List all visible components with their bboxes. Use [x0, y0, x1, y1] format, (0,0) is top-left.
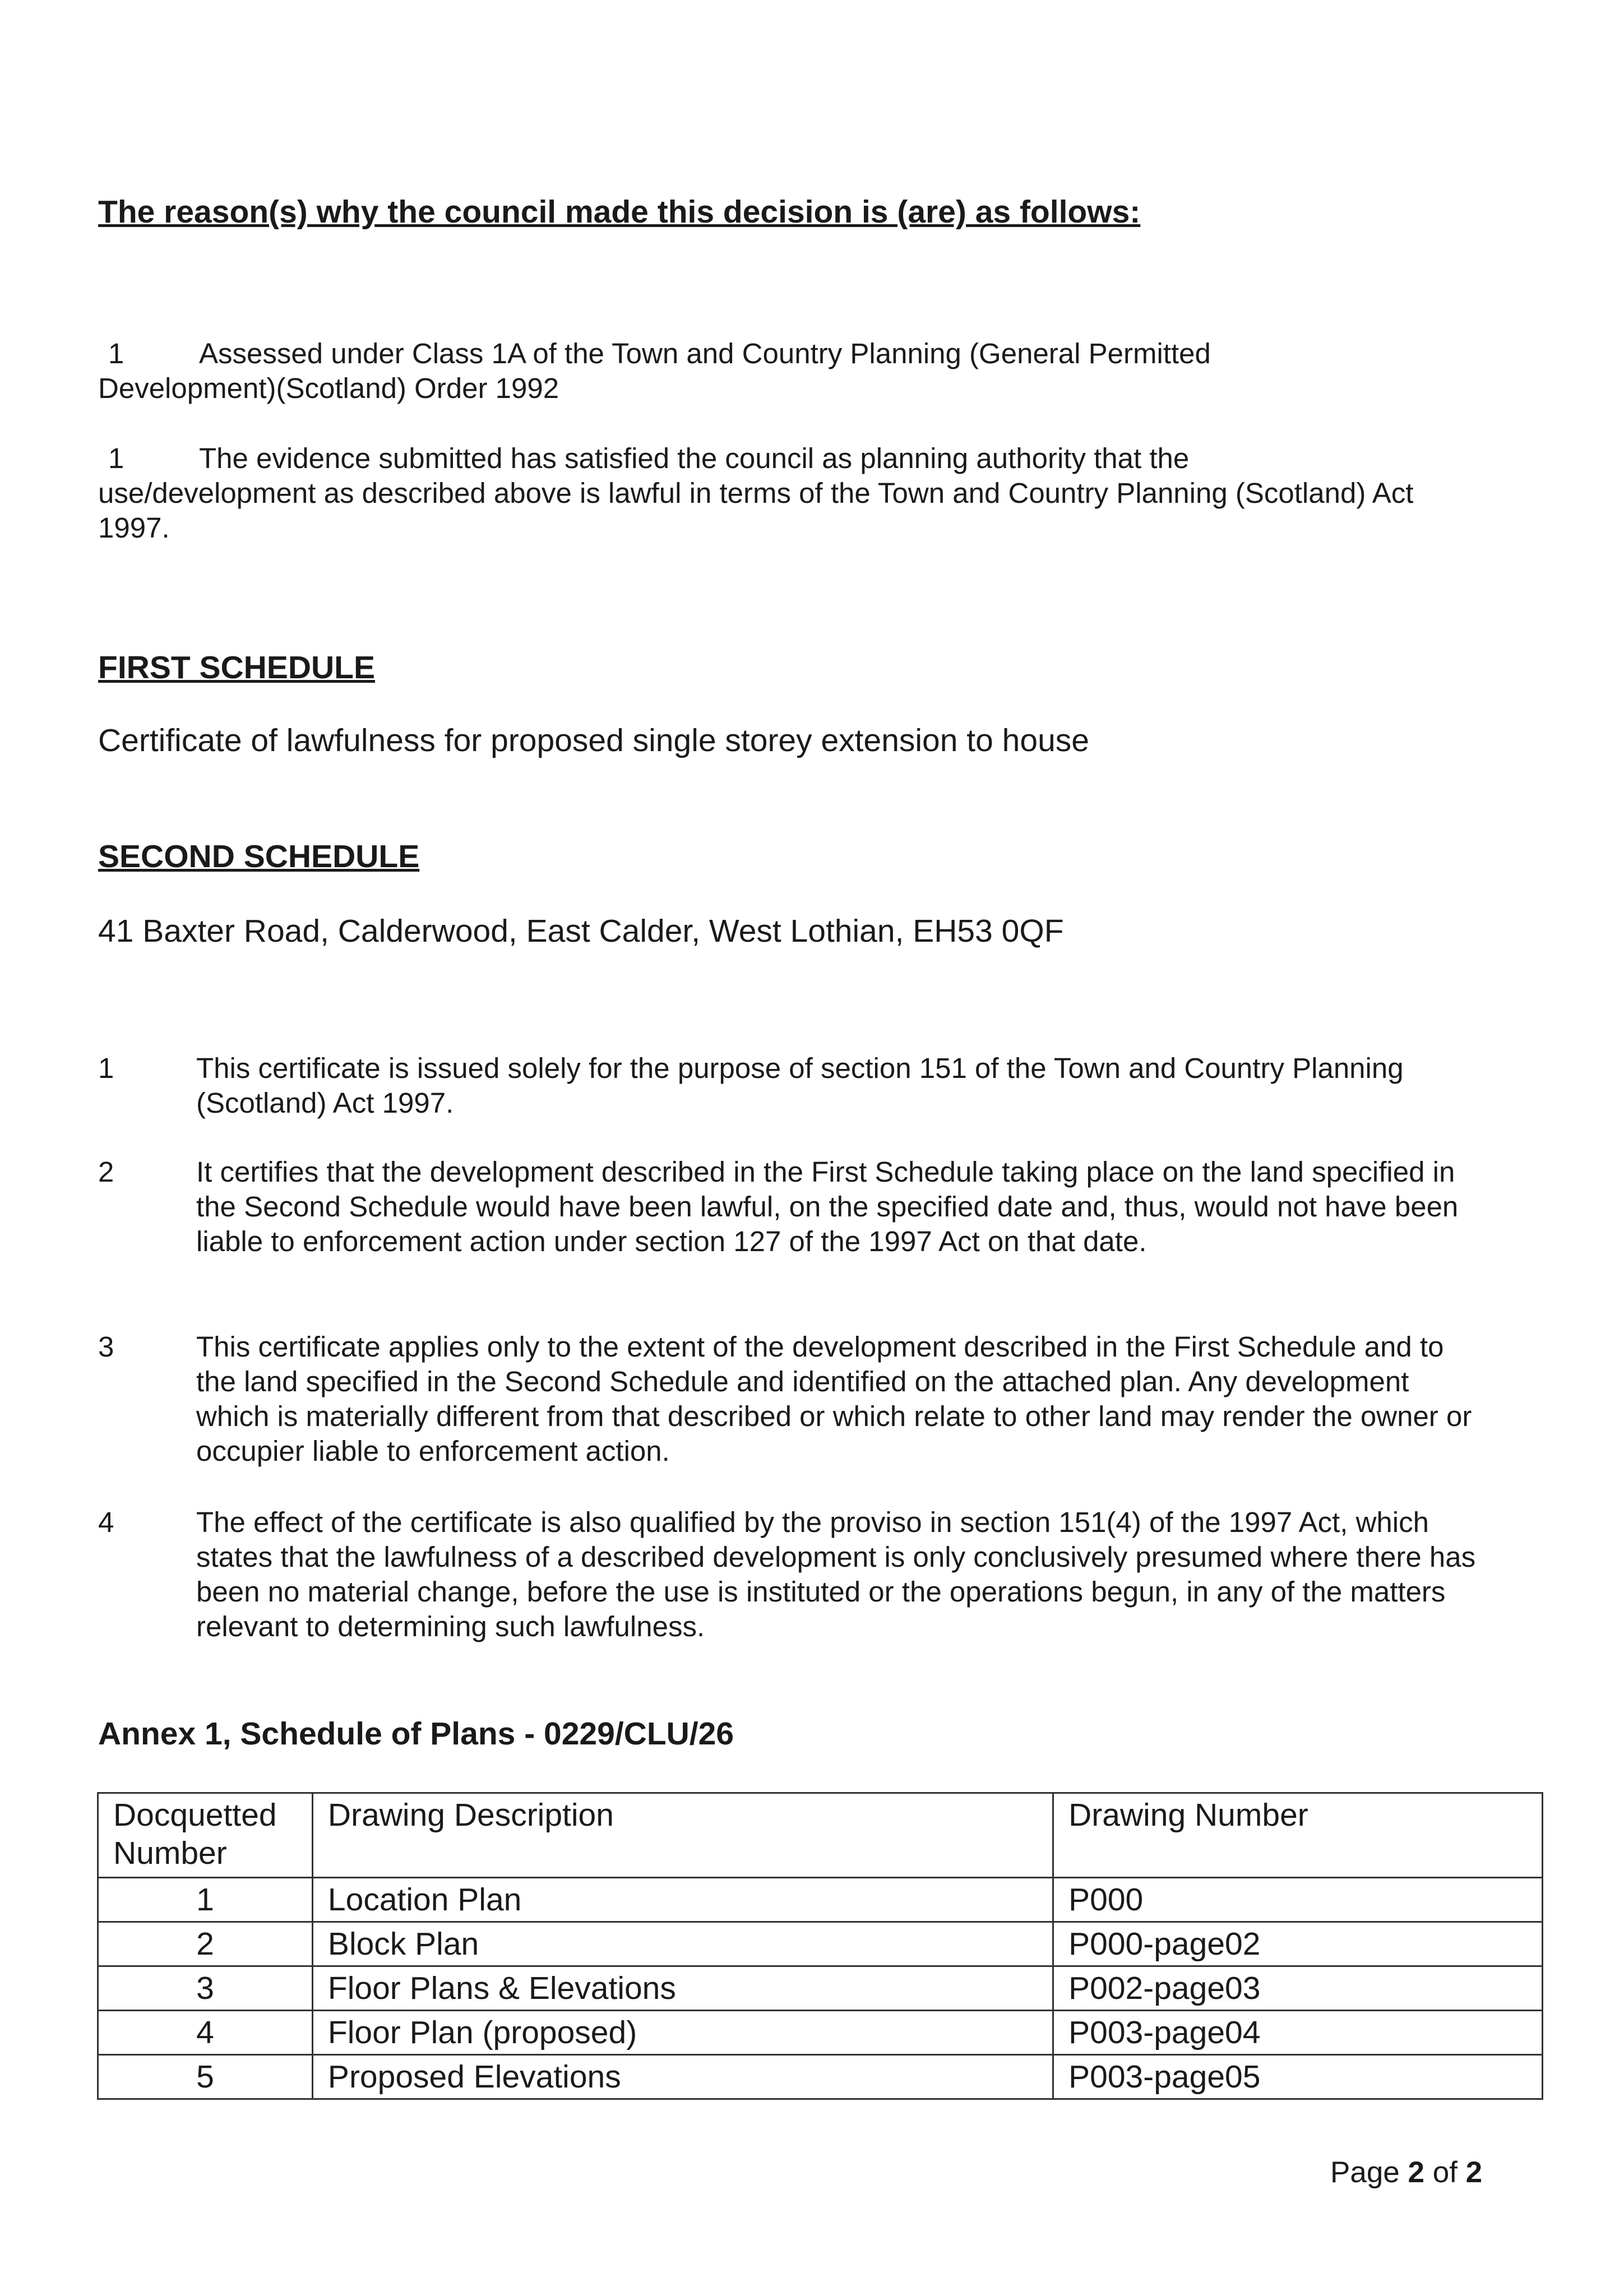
reason-number: 1	[108, 337, 124, 369]
second-schedule-heading: SECOND SCHEDULE	[98, 839, 420, 874]
cell-drawing-description: Floor Plans & Elevations	[312, 1966, 1053, 2011]
header-docquetted-number: Docquetted Number	[98, 1793, 313, 1878]
cell-docquetted-number: 1	[98, 1878, 313, 1922]
page-number	[1330, 2155, 1482, 2189]
table-row	[98, 2011, 1543, 2055]
table-header-row	[98, 1793, 1543, 1878]
cell-drawing-number: P003-page05	[1053, 2055, 1543, 2099]
note-number: 1	[98, 1052, 114, 1084]
first-schedule-text: Certificate of lawfulness for proposed single storey extension to house	[98, 723, 1089, 758]
certificate-note-2	[98, 1155, 1477, 1259]
cell-drawing-number: P003-page04	[1053, 2011, 1543, 2055]
table-row	[98, 1922, 1543, 1966]
cell-drawing-number: P000	[1053, 1878, 1543, 1922]
cell-docquetted-number: 4	[98, 2011, 313, 2055]
annex-title: Annex 1, Schedule of Plans - 0229/CLU/26	[98, 1716, 734, 1752]
header-drawing-description: Drawing Description	[312, 1793, 1053, 1878]
cell-docquetted-number: 3	[98, 1966, 313, 2011]
reason-item-2	[98, 441, 1477, 545]
cell-drawing-number: P000-page02	[1053, 1922, 1543, 1966]
reason-text: The evidence submitted has satisfied the council as planning authority that the	[199, 442, 1190, 474]
note-text: This certificate is issued solely for the purpose of section 151 of the Town and Country Planning (Scotland) Act 1997.	[196, 1052, 1404, 1119]
note-number: 4	[98, 1506, 114, 1538]
reason-text-continued: use/development as described above is lawful in terms of the Town and Country Planning (Scotland) Act 1997.	[98, 477, 1414, 544]
reason-text: Assessed under Class 1A of the Town and Country Planning (General Permitted	[199, 337, 1211, 369]
page-label: Page	[1330, 2156, 1400, 2189]
cell-drawing-description: Location Plan	[312, 1878, 1053, 1922]
cell-drawing-description: Block Plan	[312, 1922, 1053, 1966]
table-row	[98, 1966, 1543, 2011]
reason-number: 1	[108, 442, 124, 474]
cell-drawing-number: P002-page03	[1053, 1966, 1543, 2011]
reason-item-1	[98, 336, 1477, 406]
page-total: 2	[1465, 2156, 1483, 2189]
table-row	[98, 2055, 1543, 2099]
certificate-note-1	[98, 1051, 1477, 1121]
cell-drawing-description: Proposed Elevations	[312, 2055, 1053, 2099]
note-number: 2	[98, 1156, 114, 1188]
certificate-note-4	[98, 1505, 1477, 1644]
cell-docquetted-number: 2	[98, 1922, 313, 1966]
first-schedule-heading: FIRST SCHEDULE	[98, 650, 376, 686]
table-row	[98, 1878, 1543, 1922]
plans-table	[97, 1792, 1543, 2100]
cell-docquetted-number: 5	[98, 2055, 313, 2099]
second-schedule-text: 41 Baxter Road, Calderwood, East Calder, West Lothian, EH53 0QF	[98, 913, 1064, 949]
reasons-heading: The reason(s) why the council made this decision is (are) as follows:	[98, 194, 1141, 230]
note-text: This certificate applies only to the extent of the development described in the First Schedule and to the land specified in the Second Schedule and identified on the attached plan. Any development which is materially different from that described or which relate to other land may render the owner or occupier liable to enforcement action.	[196, 1331, 1472, 1467]
page-current: 2	[1408, 2156, 1424, 2189]
note-text: The effect of the certificate is also qualified by the proviso in section 151(4) of the 1997 Act, which states that the lawfulness of a described development is only conclusively presumed where there has been no material change, before the use is instituted or the operations begun, in any of the matters relevant to determining such lawfulness.	[196, 1506, 1476, 1642]
cell-drawing-description: Floor Plan (proposed)	[312, 2011, 1053, 2055]
note-text: It certifies that the development described in the First Schedule taking place on the land specified in the Second Schedule would have been lawful, on the specified date and, thus, would not have been liable to enforcement action under section 127 of the 1997 Act on that date.	[196, 1156, 1459, 1257]
reason-text-continued: Development)(Scotland) Order 1992	[98, 372, 559, 404]
page-of: of	[1432, 2156, 1458, 2189]
header-drawing-number: Drawing Number	[1053, 1793, 1543, 1878]
certificate-note-3	[98, 1330, 1477, 1469]
note-number: 3	[98, 1331, 114, 1363]
